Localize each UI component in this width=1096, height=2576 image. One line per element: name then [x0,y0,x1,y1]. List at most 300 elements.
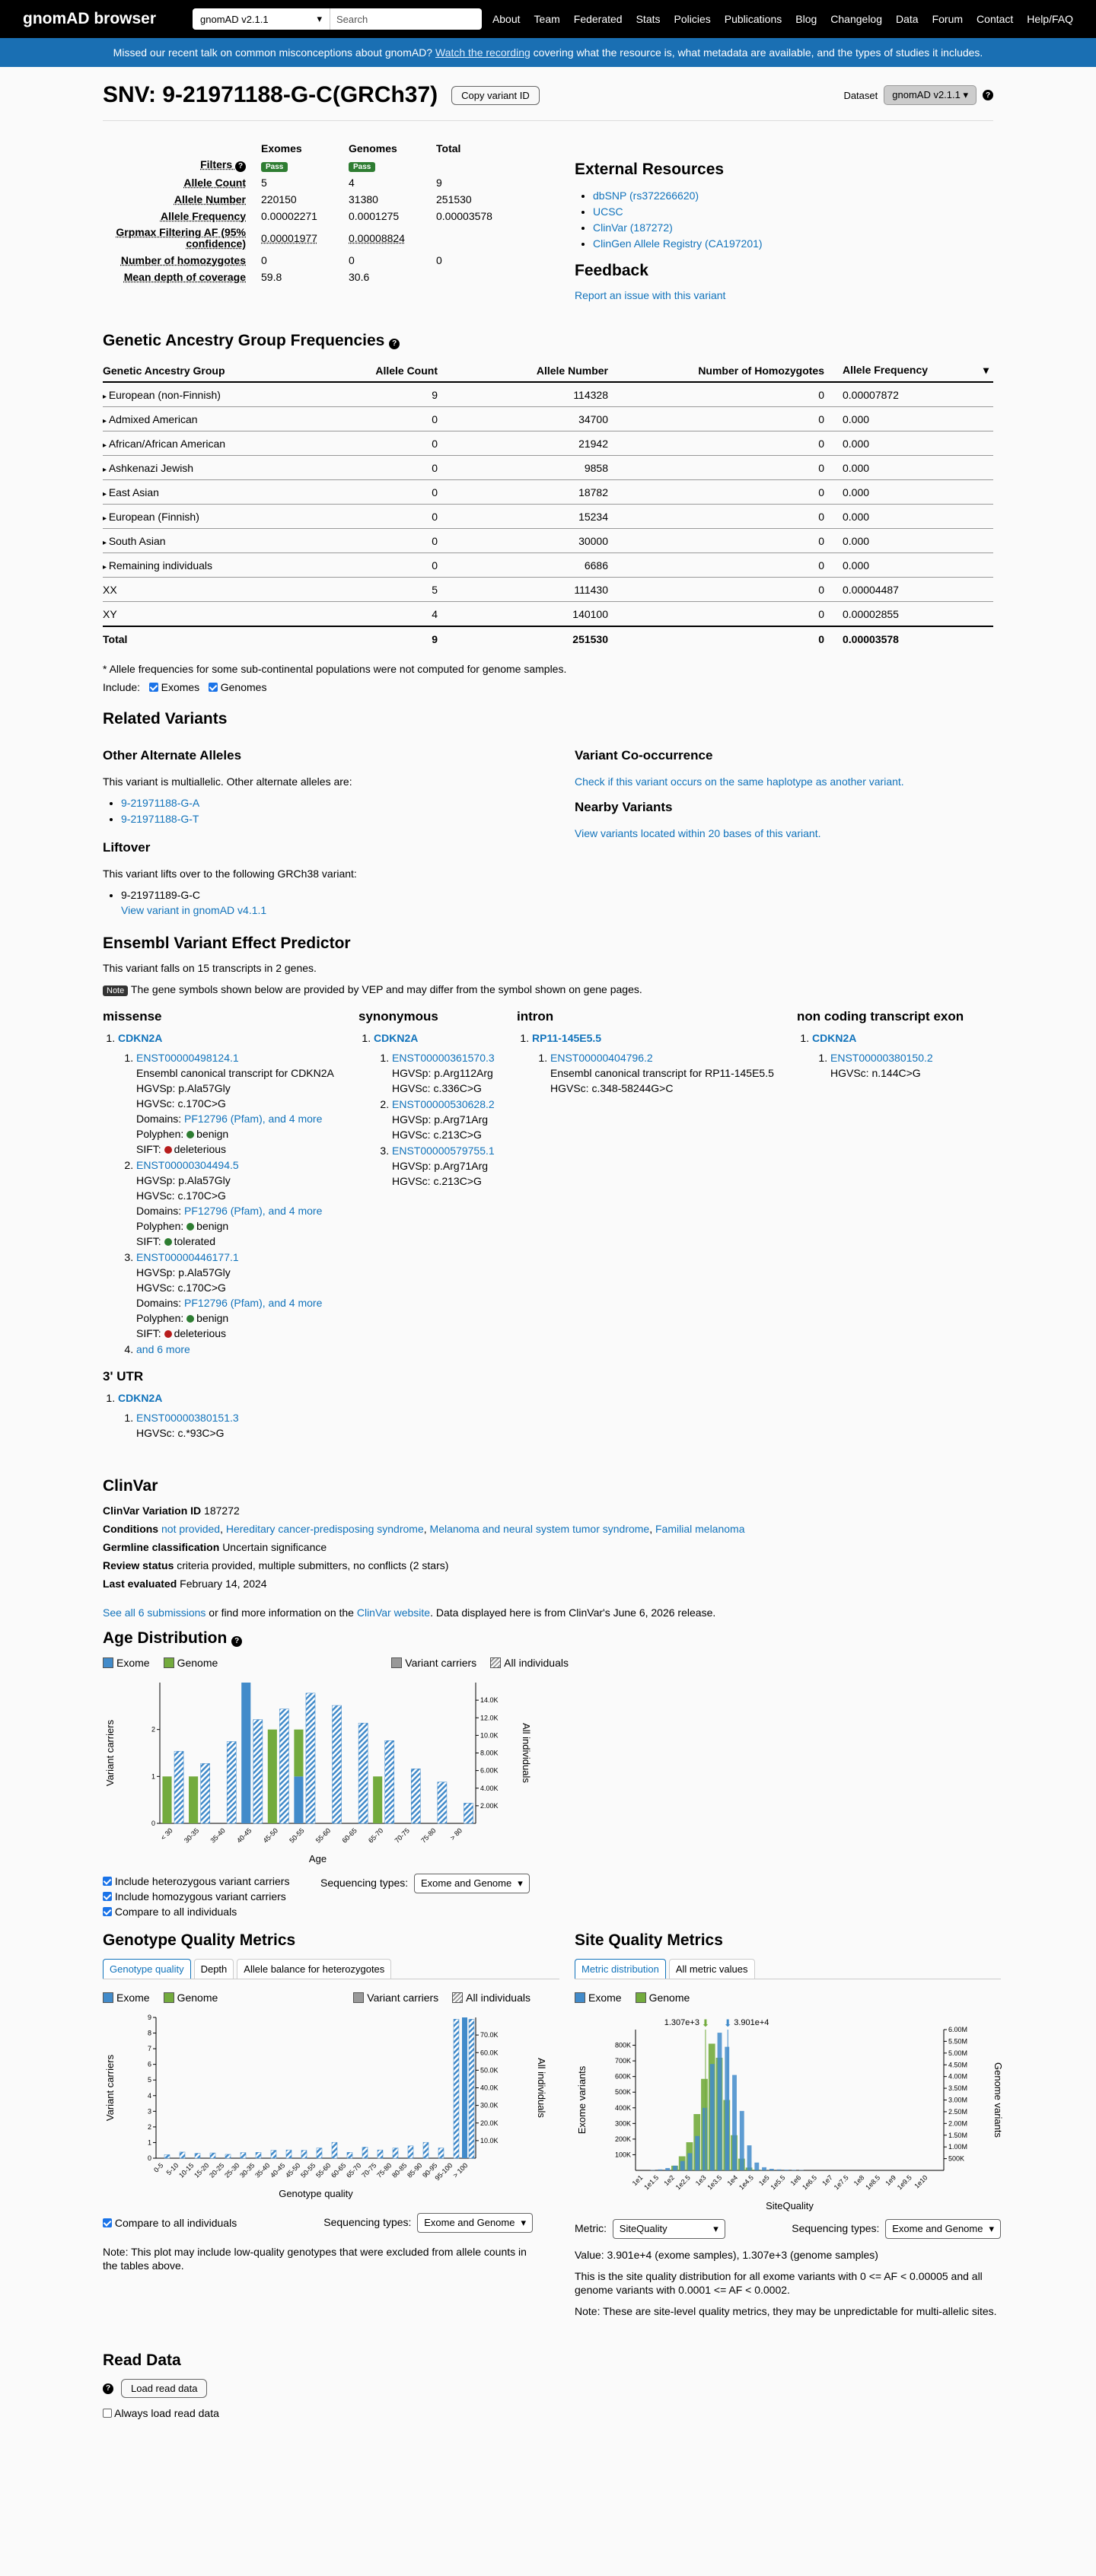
cell-exomes: 0.00002271 [261,209,317,222]
dataset-button[interactable]: gnomAD v2.1.1 ▾ [884,85,977,105]
include-hom-label: Include homozygous variant carriers [114,1890,286,1903]
banner-text-end: covering what the resource is, what metadata are available, and the types of studies it includes. [533,46,983,59]
y2-tick-label: 2.50M [948,2107,968,2116]
vep-note [103,983,993,995]
hgvsc: HGVSc: c.348-58244G>C [550,1082,674,1094]
nav-link[interactable]: Publications [724,13,782,25]
list-item [593,236,993,251]
expand-icon[interactable]: ▸ [103,392,109,401]
review-label: Review status [103,1559,174,1571]
x-tick-label: 1e5.5 [769,2173,787,2192]
x-tick-label: 1e8 [852,2173,866,2188]
bar-genome [268,1730,277,1823]
copy-variant-id-button[interactable]: Copy variant ID [451,86,540,105]
bar-all-individuals [317,2148,322,2158]
consequence-title: synonymous [358,1009,438,1024]
external-link[interactable]: ClinGen Allele Registry (CA197201) [593,237,763,250]
row-label: Allele Number [174,193,246,205]
bar-exome [740,2111,744,2170]
allele-count: 0 [323,553,456,578]
dataset-label: Dataset [843,89,878,101]
bar-all-individuals [411,1769,420,1823]
clinvar-footer [103,1606,993,1619]
banner-link[interactable]: Watch the recording [435,46,530,59]
transcript-link[interactable]: ENST00000404796.2 [550,1052,653,1064]
y-tick-label: 200K [614,2135,631,2143]
legend-exome [103,1657,150,1669]
list-item [532,1030,797,1096]
x-tick-label: 1e3.5 [706,2173,724,2192]
allele-number: 15234 [456,505,626,529]
x-tick-label: 75-80 [419,1826,438,1845]
ancestry-name: Ashkenazi Jewish [108,461,194,474]
nav-link[interactable]: About [492,13,521,25]
brand-logo[interactable]: gnomAD browser [23,10,157,27]
nav-link[interactable]: Contact [977,13,1014,25]
legend-exome-label: Exome [116,1657,150,1669]
hgvsc: HGVSc: c.170C>G [136,1282,226,1294]
include-hom-checkbox[interactable] [103,1892,112,1901]
y2-tick-label: 10.0K [480,2136,499,2145]
consequence-title: non coding transcript exon [797,1009,964,1024]
gene-link[interactable]: CDKN2A [374,1032,419,1044]
expand-icon[interactable]: ▸ [103,441,109,450]
col-allele-number[interactable]: Allele Number [456,359,626,382]
search-placeholder: Search [336,13,368,25]
cell-genomes: 30.6 [349,270,370,283]
ancestry-name-cell[interactable] [103,456,323,480]
frequency-rows [104,174,503,285]
ancestry-name-cell[interactable] [103,480,323,505]
compare-all-label: Compare to all individuals [114,1906,237,1918]
compare-all-checkbox[interactable] [103,1907,112,1916]
x-tick-label: 1e8.5 [864,2173,882,2192]
feedback-title: Feedback [575,262,648,279]
gene-link[interactable]: CDKN2A [812,1032,857,1044]
gq-tabs [103,1959,559,1979]
nav-link[interactable]: Help/FAQ [1027,13,1073,25]
homozygotes: 0 [626,578,843,602]
y-tick-label: 1 [151,1772,155,1781]
y2-axis-label: All individuals [521,1723,532,1783]
seq-label: Sequencing types: [323,2216,412,2228]
ancestry-name-cell[interactable] [103,505,323,529]
y-tick-label: 400K [614,2103,631,2112]
dataset-select[interactable] [193,8,330,30]
x-tick-label: 50-55 [299,2161,317,2180]
seq-label: Sequencing types: [320,1877,409,1889]
top-navbar [0,0,1096,38]
related-right [559,737,993,922]
include-exomes-checkbox[interactable] [149,683,158,692]
ancestry-name-cell [103,578,323,602]
x-tick-label: 5-10 [164,2161,180,2177]
polyphen-dot-icon [186,1315,194,1323]
sequencing-type-value: Exome and Genome [424,2217,515,2228]
gq-note: Note: This plot may include low-quality genotypes that were excluded from allele counts in the tables above. [103,2246,527,2272]
col-exomes: Exomes [261,142,302,154]
consequence-title: intron [517,1009,554,1024]
cell-total: 251530 [436,193,472,205]
canonical-note: Ensembl canonical transcript for CDKN2A [136,1067,334,1079]
cell-exomes: 59.8 [261,270,282,283]
homozygotes: 0 [626,553,843,578]
bar-all-individuals [454,2019,459,2158]
table-row [103,529,993,553]
search-input[interactable] [330,8,482,30]
allele-number: 251530 [456,626,626,651]
bar-all-individuals [279,1709,288,1823]
y-tick-label: 6 [147,2060,151,2068]
clinvar-footer-end: . Data displayed here is from ClinVar's June 6, 2026 release. [430,1606,716,1619]
table-row [103,553,993,578]
transcript-link[interactable]: ENST00000498124.1 [136,1052,239,1064]
expand-icon[interactable]: ▸ [103,465,109,474]
metric-label: Metric: [575,2222,607,2234]
ancestry-name-cell[interactable] [103,553,323,578]
x-tick-label: > 80 [448,1826,464,1842]
ancestry-title-text: Genetic Ancestry Group Frequencies [103,332,385,349]
transcript-link[interactable]: ENST00000446177.1 [136,1251,239,1263]
bar-genome [162,1776,171,1823]
y2-axis-label: Genome variants [992,2062,1004,2138]
help-icon[interactable]: ? [389,339,400,349]
gq-controls [103,2213,533,2233]
condition-link[interactable]: Melanoma and neural system tumor syndrome [429,1523,650,1535]
bar-exome [695,2136,699,2170]
expand-icon[interactable]: ▸ [103,562,109,572]
hgvsp: HGVSp: p.Ala57Gly [136,1266,231,1278]
col-ancestry-group[interactable]: Genetic Ancestry Group [103,359,323,382]
other-allele-link[interactable]: 9-21971188-G-A [121,797,200,809]
table-row [103,505,993,529]
nav-link[interactable]: Blog [795,13,817,25]
homozygotes: 0 [626,382,843,407]
nav-link[interactable]: Policies [674,13,711,25]
bar-all-individuals [332,2142,337,2158]
summary-section [103,121,993,301]
bar-all-individuals [423,2142,429,2158]
dataset-select-value: gnomAD v2.1.1 [200,13,269,25]
help-icon[interactable]: ? [235,161,246,172]
bar-exome [710,2064,715,2170]
transcript-link[interactable]: ENST00000380150.2 [830,1052,933,1064]
y2-tick-label: 4.50M [948,2061,968,2069]
row-label: Number of homozygotes [120,253,246,266]
hgvsc: HGVSc: c.170C>G [136,1189,226,1202]
ancestry-rows [103,382,993,651]
x-tick-label: 95-100 [433,2161,454,2183]
more-domains-link[interactable]: , and 4 more [262,1205,323,1217]
genome-swatch [164,1992,174,2003]
y-tick-label: 9 [147,2014,151,2021]
total-row [103,626,993,651]
bar-all-individuals [385,1740,394,1823]
table-row [104,224,503,252]
genome-swatch [636,1992,646,2003]
list-item [593,204,993,219]
domains-label: Domains: [136,1113,182,1125]
col-genomes: Genomes [349,142,397,154]
related-variants-title: Related Variants [103,710,228,728]
x-tick-label: 1e10 [913,2173,929,2190]
x-tick-label: 30-35 [238,2161,256,2180]
hgvsc: HGVSc: c.*93C>G [136,1427,225,1439]
include-het-checkbox[interactable] [103,1877,112,1886]
y-tick-label: 300K [614,2119,631,2128]
all-swatch [490,1657,501,1668]
sequencing-type-select[interactable]: Exome and Genome ▾ [414,1874,530,1893]
metric-select[interactable]: SiteQuality ▾ [613,2219,725,2239]
x-tick-label: 1e3 [693,2173,708,2188]
other-allele-link[interactable]: 9-21971188-G-T [121,813,199,825]
polyphen-label: Polyphen: [136,1128,184,1140]
y-tick-label: 2 [151,1725,155,1734]
hgvsc: HGVSc: c.213C>G [392,1175,482,1187]
expand-icon[interactable]: ▸ [103,514,109,523]
sq-value-text: Value: 3.901e+4 (exome samples), 1.307e+3 (genome samples) [575,2249,878,2261]
gene-link[interactable]: RP11-145E5.5 [532,1032,602,1044]
external-link[interactable]: dbSNP (rs372266620) [593,189,699,202]
pfam-link[interactable]: PF12796 (Pfam) [184,1205,263,1217]
bar-all-individuals [438,1782,447,1823]
more-domains-link[interactable]: , and 4 more [262,1297,323,1309]
nav-link[interactable]: Data [896,13,919,25]
list-item [392,1097,517,1142]
x-tick-label: 20-25 [208,2161,226,2180]
liftover-variant: 9-21971189-G-C [121,889,201,901]
y-tick-label: 800K [614,2041,631,2049]
gene-link[interactable]: CDKN2A [118,1392,163,1404]
allele-frequency: 0.000 [843,431,993,456]
age-checkboxes [103,1874,320,1919]
consequence-title: missense [103,1009,162,1024]
domains-label: Domains: [136,1205,182,1217]
help-icon[interactable]: ? [231,1636,242,1647]
bar-all-individuals [464,1803,473,1823]
note-badge: Note [103,986,128,996]
sift-dot-icon [164,1330,172,1338]
list-item [121,887,559,918]
ancestry-name-cell [103,602,323,627]
expand-icon[interactable]: ▸ [103,416,109,425]
transcript-link[interactable]: ENST00000380151.3 [136,1412,239,1424]
condition-link[interactable]: Hereditary cancer-predisposing syndrome [225,1523,424,1535]
bar-genome [189,1776,198,1823]
condition-link[interactable]: not provided [161,1523,221,1535]
y2-tick-label: 8.00K [480,1749,499,1757]
external-link[interactable]: ClinVar (187272) [593,221,673,234]
nav-link[interactable]: Changelog [830,13,883,25]
y-tick-label: 8 [147,2029,151,2037]
sift-label: SIFT: [136,1327,161,1339]
ancestry-name-cell[interactable] [103,407,323,431]
transcript-link[interactable]: ENST00000530628.2 [392,1098,495,1110]
ancestry-name-cell[interactable] [103,382,323,407]
y-tick-label: 700K [614,2057,631,2065]
include-label: Include: [103,681,141,693]
x-tick-label: 1e9 [884,2173,898,2188]
x-tick-label: 60-65 [340,1826,358,1845]
x-tick-label: 35-40 [209,1826,227,1845]
tab-allele-balance[interactable]: Allele balance for heterozygotes [237,1959,391,1979]
filters-label [104,156,256,174]
list-item [121,795,559,810]
related-variants-section [103,737,993,922]
list-item [550,1050,797,1096]
bar-exome [680,2161,685,2170]
bar-exome [241,1683,250,1823]
tab-all-metric-values[interactable]: All metric values [669,1959,755,1979]
list-item [136,1157,358,1249]
allele-frequency: 0.000 [843,456,993,480]
bar-all-individuals [469,2019,474,2158]
bar-exome [732,2075,737,2170]
bar-all-individuals [164,2154,170,2158]
external-link[interactable]: UCSC [593,205,623,218]
ancestry-name-cell[interactable] [103,431,323,456]
y2-tick-label: 40.0K [480,2084,499,2092]
col-allele-frequency[interactable] [843,359,993,382]
cell-total: 9 [436,176,442,189]
clinvar-id: 187272 [204,1505,240,1517]
pfam-link[interactable]: PF12796 (Pfam) [184,1297,263,1309]
bar-exome [747,2145,752,2170]
sequencing-type-select[interactable]: Exome and Genome ▾ [417,2213,533,2233]
include-exomes-label: Exomes [161,681,200,693]
report-issue-link[interactable]: Report an issue with this variant [575,289,726,301]
sift-dot-icon [164,1146,172,1154]
compare-all-checkbox[interactable] [103,2218,112,2227]
polyphen-label: Polyphen: [136,1312,184,1324]
nav-link[interactable]: Federated [573,13,623,25]
ancestry-name-cell[interactable] [103,529,323,553]
help-icon[interactable]: ? [103,2383,113,2394]
transcript-link[interactable]: ENST00000361570.3 [392,1052,495,1064]
y2-tick-label: 6.00K [480,1766,499,1775]
x-tick-label: 10-15 [177,2161,196,2180]
hgvsp: HGVSp: p.Arg71Arg [392,1113,489,1126]
sequencing-type-select[interactable]: Exome and Genome ▾ [885,2219,1001,2239]
sift-value: tolerated [174,1235,216,1247]
col-homozygotes[interactable]: Number of Homozygotes [626,359,843,382]
y2-tick-label: 12.0K [480,1714,499,1722]
gene-link[interactable]: CDKN2A [118,1032,163,1044]
genome-swatch [164,1657,174,1668]
y2-tick-label: 500K [948,2154,965,2163]
allele-number: 34700 [456,407,626,431]
x-tick-label: 50-55 [288,1826,306,1845]
cooccurrence-link[interactable]: Check if this variant occurs on the same haplotype as another variant. [575,775,904,788]
pfam-link[interactable]: PF12796 (Pfam) [184,1113,263,1125]
hgvsc: HGVSc: n.144C>G [830,1067,921,1079]
age-chart [103,1675,532,1865]
arrow-down-icon: ⬇ [723,2017,732,2029]
cell-total [432,269,503,285]
row-label: Allele Count [183,176,246,189]
help-icon[interactable]: ? [983,90,993,100]
clinvar-submissions-link[interactable]: See all 6 submissions [103,1606,206,1619]
y2-tick-label: 1.50M [948,2131,968,2139]
hgvsp: HGVSp: p.Ala57Gly [136,1082,231,1094]
table-row [104,208,503,224]
y2-tick-label: 2.00K [480,1801,499,1810]
carriers-swatch [391,1657,402,1668]
table-row [103,602,993,627]
y-tick-label: 500K [614,2088,631,2097]
expand-icon[interactable]: ▸ [103,489,109,498]
legend-genome-label: Genome [177,1657,218,1669]
y-tick-label: 1 [147,2138,151,2147]
cooccurrence-title: Variant Co-occurrence [575,748,713,763]
bar-exome [673,2166,677,2170]
cell-genomes: 4 [349,176,355,189]
allele-frequency: 0.00003578 [843,626,993,651]
and-more-link[interactable]: and 6 more [136,1343,190,1355]
sq-tabs [575,1959,1001,1979]
allele-number: 21942 [456,431,626,456]
x-tick-label: 1e4.5 [737,2173,755,2192]
nearby-variants-link[interactable]: View variants located within 20 bases of this variant. [575,827,821,839]
nearby-variants-title: Nearby Variants [575,800,673,814]
allele-number: 140100 [456,602,626,627]
ancestry-name: XY [103,607,117,620]
include-genomes-checkbox[interactable] [209,683,218,692]
allele-count: 0 [323,456,456,480]
condition-link[interactable]: Familial melanoma [655,1523,745,1535]
list-item [136,1050,358,1157]
polyphen-value: benign [196,1128,229,1140]
gq-title: Genotype Quality Metrics [103,1931,296,1949]
more-domains-link[interactable]: , and 4 more [262,1113,323,1125]
col-allele-count[interactable]: Allele Count [323,359,456,382]
y-tick-label: 2 [147,2122,151,2131]
tab-genotype-quality[interactable]: Genotype quality [103,1959,191,1979]
legend-genome [636,1992,690,2004]
transcript-link[interactable]: ENST00000579755.1 [392,1145,495,1157]
bar-all-individuals [241,2153,246,2158]
ancestry-header-row [103,359,993,382]
bar-all-individuals [201,1763,210,1823]
expand-icon[interactable]: ▸ [103,538,109,547]
clinvar-germline-row [103,1541,993,1553]
nav-link[interactable]: Team [534,13,560,25]
homozygotes: 0 [626,626,843,651]
ancestry-name: East Asian [108,486,159,498]
row-label: Allele Frequency [160,209,246,222]
exomes-pass-badge: Pass [261,162,288,172]
bar-all-individuals [438,2148,444,2158]
legend-all-label: All individuals [466,1992,530,2004]
chevron-down-icon: ▾ [317,13,323,24]
nav-link[interactable]: Stats [636,13,661,25]
always-load-checkbox[interactable] [103,2409,112,2418]
list-item [392,1050,517,1096]
transcript-link[interactable]: ENST00000304494.5 [136,1159,239,1171]
legend-exome-label: Exome [116,1992,150,2004]
ancestry-section-title [103,332,993,350]
nav-link[interactable]: Forum [932,13,964,25]
tab-depth[interactable]: Depth [194,1959,234,1979]
clinvar-website-link[interactable]: ClinVar website [356,1606,431,1619]
site-quality-chart [575,2007,1004,2212]
dataset-button-label: gnomAD v2.1.1 [892,89,961,100]
load-read-data-button[interactable]: Load read data [121,2379,207,2398]
hgvsc: HGVSc: c.170C>G [136,1097,226,1110]
frequency-summary [103,121,559,301]
tab-metric-distribution[interactable]: Metric distribution [575,1959,666,1979]
liftover-link[interactable]: View variant in gnomAD v4.1.1 [121,904,267,916]
